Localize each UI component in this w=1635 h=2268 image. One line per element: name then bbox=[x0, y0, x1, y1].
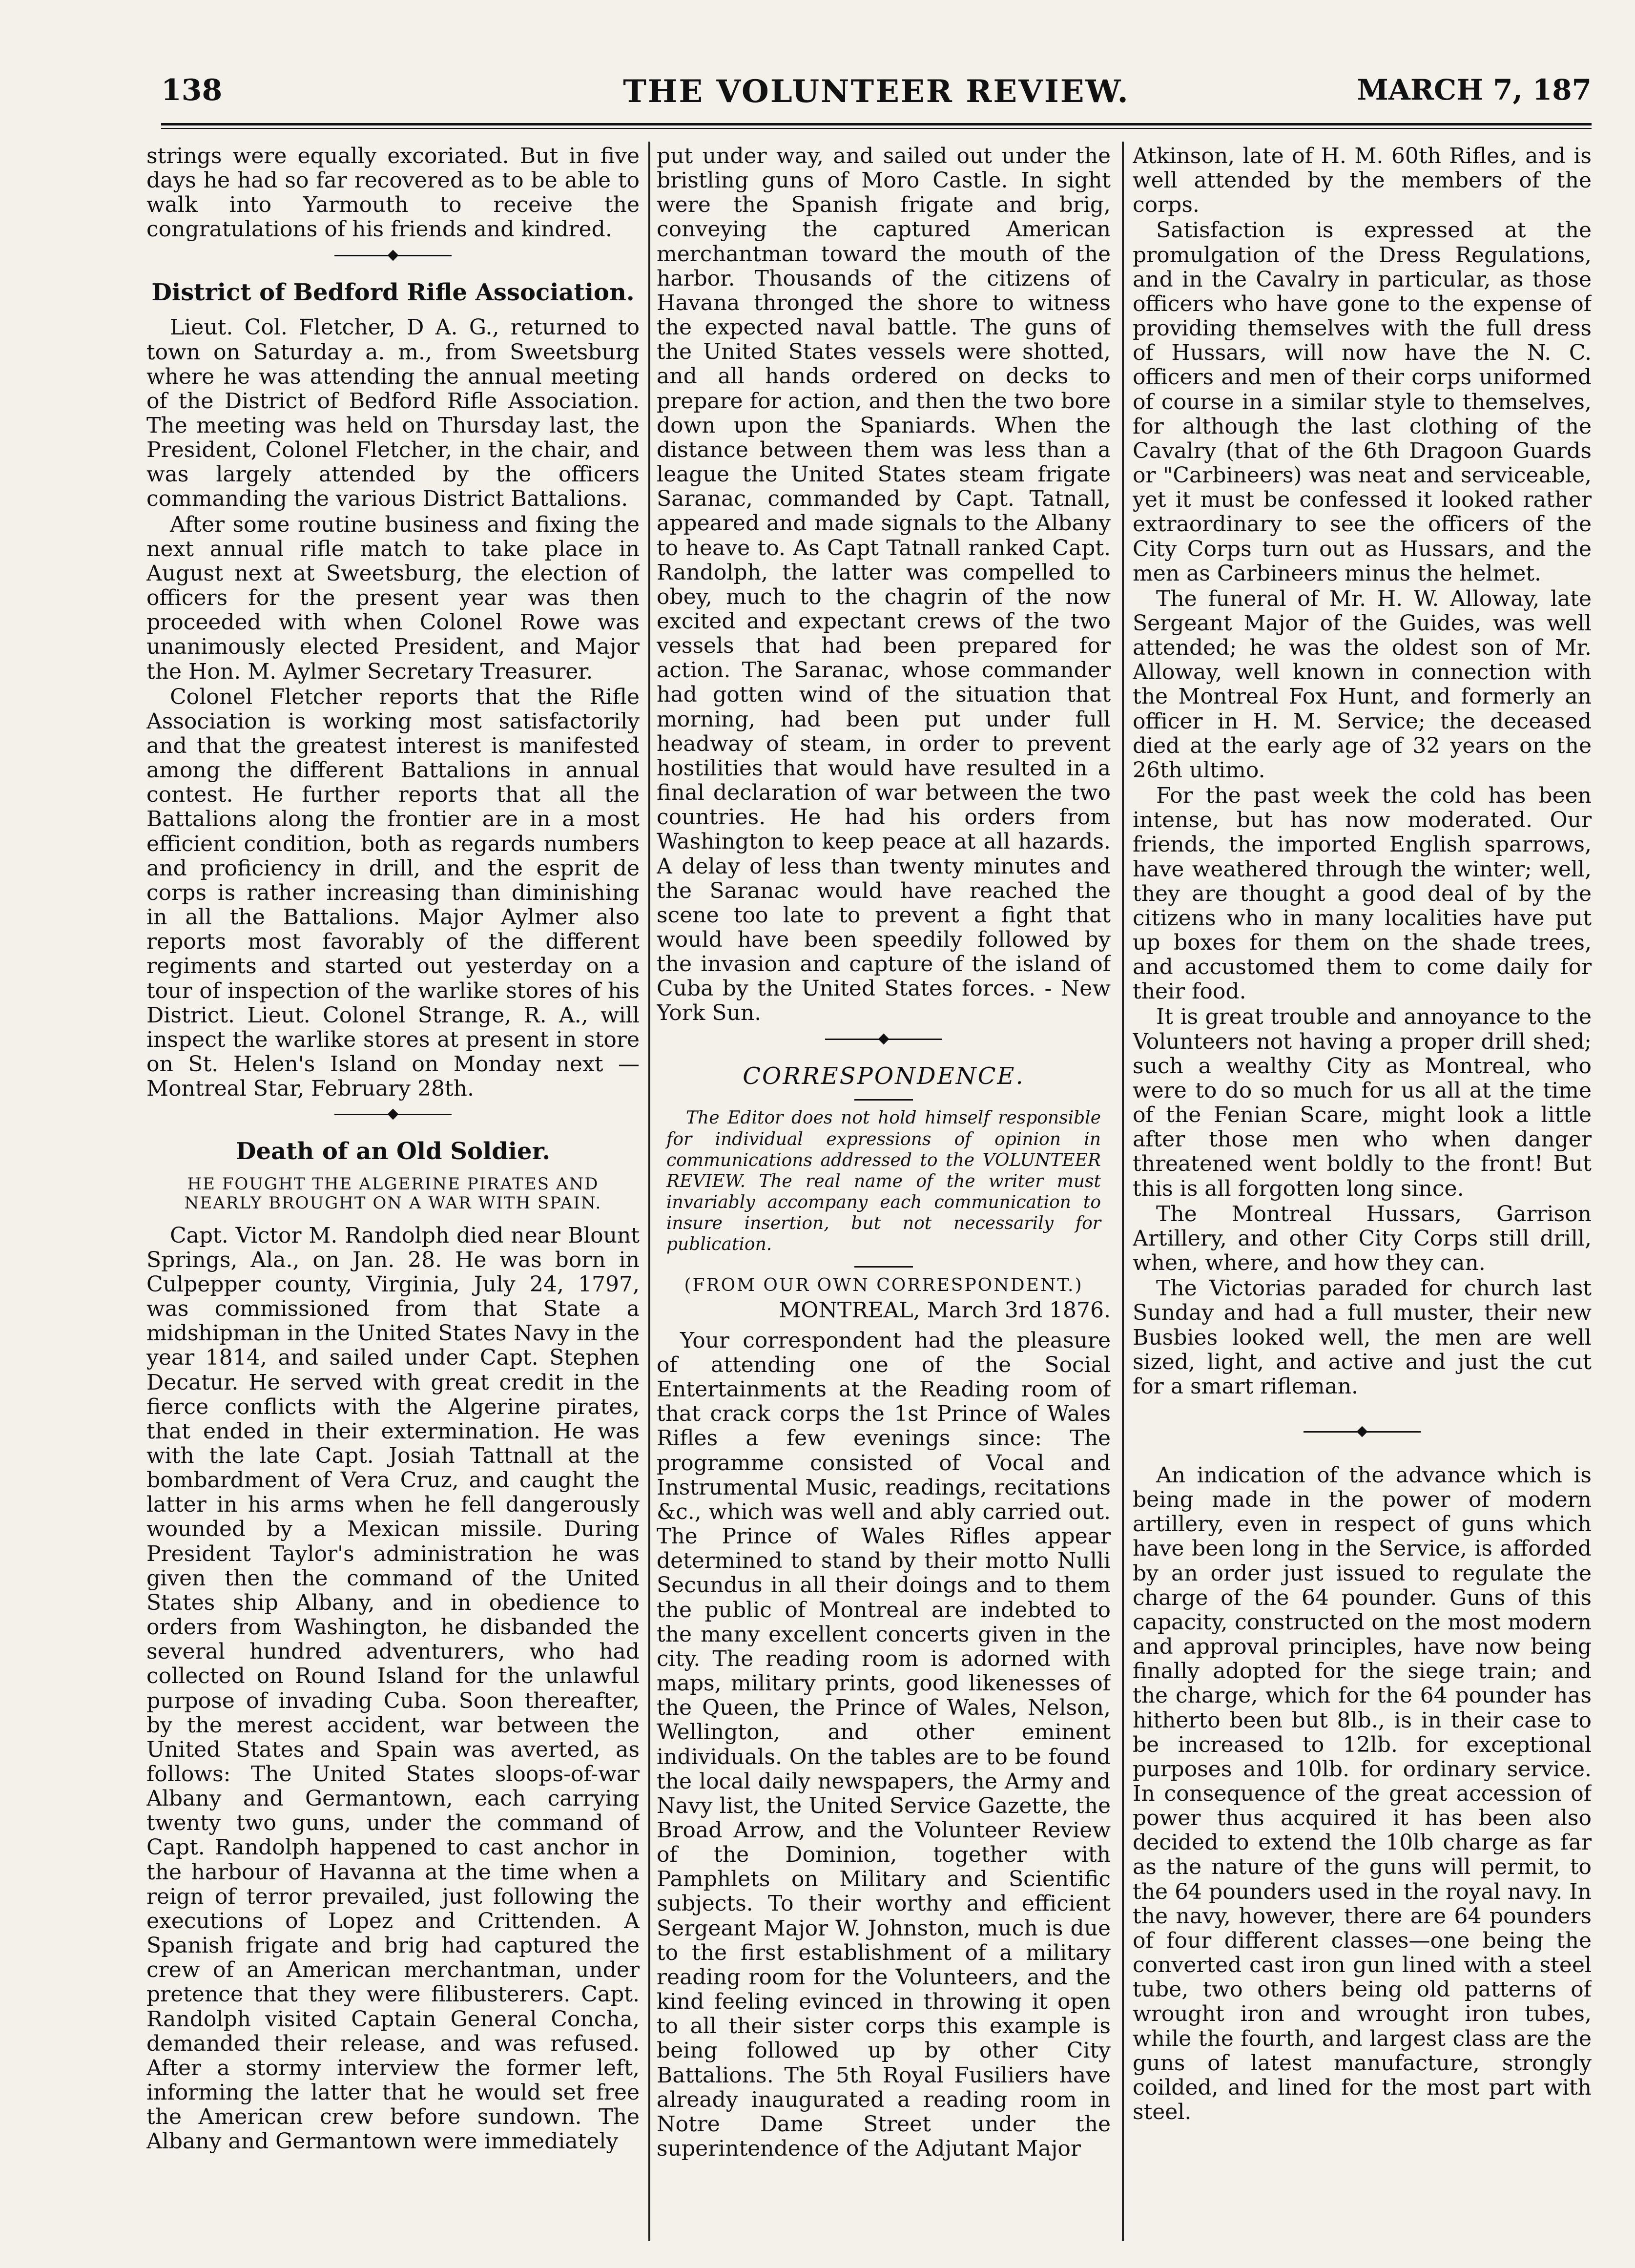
section-ornament bbox=[146, 243, 640, 268]
article-paragraph: Lieut. Col. Fletcher, D A. G., returned to town on Saturday a. m., from Sweetsburg where he was attending the annual meeting of the District of Bedford Rifle Association. The meeting was held on Thursday last, the President, Colonel Fletcher, in the chair, and was largely attended by the officers commanding the various District Battalions. bbox=[146, 315, 640, 512]
article-paragraph: The funeral of Mr. H. W. Alloway, late Sergeant Major of the Guides, was well attended; he was the oldest son of Mr. Alloway, well known in connection with the Montreal Fox Hunt, and formerly an officer in H. M. Service; the deceased died at the early age of 32 years on the 26th ultimo. bbox=[1133, 586, 1592, 783]
article-paragraph: For the past week the cold has been intense, but has now moderated. Our friends, the imported English sparrows, have weathered through the winter; well, they are thought a good deal of by the citizens who in many localities have put up boxes for them on the shade trees, and accustomed them to come daily for their food. bbox=[1133, 783, 1592, 1004]
article-paragraph: The Victorias paraded for church last Sunday and had a full muster, their new Busbies looked well, the men are well sized, light, and active and just the cut for a smart rifleman. bbox=[1133, 1276, 1592, 1399]
header-rule-thin bbox=[161, 128, 1592, 129]
dateline: MONTREAL, March 3rd 1876. bbox=[779, 1297, 1111, 1323]
article-paragraph: Colonel Fletcher reports that the Rifle Association is working most satisfactorily and that the greatest interest is manifested among the different Battalions in annual contest. He further reports that all the Battalions along the frontier are in a most efficient condition, both as regards numbers and proficiency in drill, and the esprit de corps is rather increasing than diminishing in all the Battalions. Major Aylmer also reports most favorably of the different regiments and started out yesterday on a tour of inspection of the warlike stores of his District. Lieut. Colonel Strange, R. A., will inspect the warlike stores at present in store on St. Helen's Island on Monday next —Montreal Star, February 28th. bbox=[146, 684, 640, 1102]
article-paragraph: An indication of the advance which is being made in the power of modern artillery, even in respect of guns which have been long in the Service, is afforded by an order just issued to regulate the charge of the 64 pounder. Guns of this capacity, constructed on the most modern and approval principles, have now being finally adopted for the siege train; and the charge, which for the 64 pounder has hitherto been but 8lb., is in their case to be increased to 12lb. for exceptional purposes and 10lb. for ordinary service. In consequence of the great accession of power thus acquired it has been also decided to extend the 10lb charge as far as the nature of the guns will permit, to the 64 pounders used in the royal navy. In the navy, however, there are 64 pounders of four different classes—one being the converted cast iron gun lined with a steel tube, two others being old patterns of wrought iron and wrought iron tubes, while the fourth, and largest class are the guns of latest manufacture, strongly coilded, and lined for the most part with steel. bbox=[1133, 1462, 1592, 2125]
page-header bbox=[161, 73, 1592, 122]
column-3 bbox=[1133, 144, 1592, 2229]
article-heading: Death of an Old Soldier. bbox=[235, 1138, 551, 1165]
section-ornament bbox=[1133, 1419, 1592, 1444]
article-subheading: HE FOUGHT THE ALGERINE PIRATES AND NEARLY BROUGHT ON A WAR WITH SPAIN. bbox=[184, 1174, 602, 1213]
column-divider bbox=[648, 142, 650, 2241]
section-ornament bbox=[146, 1102, 640, 1126]
column-2 bbox=[657, 144, 1111, 2229]
short-rule bbox=[854, 1266, 913, 1268]
article-paragraph: Your correspondent had the pleasure of attending one of the Social Entertainments at the Reading room of that crack corps the 1st Prince of Wales Rifles a few evenings since: The programme consisted of Vocal and Instrumental Music, readings, recitations &c., which was well and ably carried out. The Prince of Wales Rifles appear determined to stand by their motto Nulli Secundus in all their doings and to them the public of Montreal are indebted to the many excellent concerts given in the city. The reading room is adorned with maps, military prints, good likenesses of the Queen, the Prince of Wales, Nelson, Wellington, and other eminent individuals. On the tables are to be found the local daily newspapers, the Army and Navy list, the United Service Gazette, the Broad Arrow, and the Volunteer Review of the Dominion, together with Pamphlets on Military and Scientific subjects. To their worthy and efficient Sergeant Major W. Johnston, much is due to the first establishment of a military reading room for the Volunteers, and the kind feeling evinced in throwing it open to all their sister corps this example is being followed up by other City Battalions. The 5th Royal Fusiliers have already inaugurated a reading room in Notre Dame Street under the superintendence of the Adjutant Major bbox=[657, 1328, 1111, 2161]
column-divider bbox=[1122, 142, 1124, 2241]
section-ornament bbox=[657, 1027, 1111, 1051]
editor-note: The Editor does not hold himself responsible for individual expressions of opinion in communications addressed to the VOLUNTEER REVIEW. The real name of the writer must invariably accompany each communication to insure insertion, but not necessarily for publication. bbox=[666, 1108, 1101, 1255]
article-paragraph: Atkinson, late of H. M. 60th Rifles, and is well attended by the members of the corps. bbox=[1133, 144, 1592, 218]
short-rule bbox=[854, 1099, 913, 1101]
article-paragraph: strings were equally excoriated. But in five days he had so far recovered as to be able to walk into Yarmouth to receive the congratulations of his friends and kindred. bbox=[146, 144, 640, 242]
column-1 bbox=[146, 144, 640, 2229]
section-heading: CORRESPONDENCE. bbox=[743, 1062, 1025, 1090]
masthead-title: THE VOLUNTEER REVIEW. bbox=[623, 73, 1130, 110]
page-number: 138 bbox=[161, 73, 223, 107]
header-rule bbox=[161, 123, 1592, 125]
article-paragraph: It is great trouble and annoyance to the Volunteers not having a proper drill shed; such a wealthy City as Montreal, who were to do so much for us all at the time of the Fenian Scare, might look a little after those men who when danger threatened went boldly to the front! But this is all forgotten long since. bbox=[1133, 1004, 1592, 1201]
article-paragraph: Satisfaction is expressed at the promulgation of the Dress Regulations, and in the Cavalry in particular, as those officers who have gone to the expense of providing themselves with the full dress of Hussars, will now have the N. C. officers and men of their corps uniformed of course in a similar style to themselves, for although the last clothing of the Cavalry (that of the 6th Dragoon Guards or "Carbineers) was neat and serviceable, yet it must be confessed it looked rather extraordinary to see the officers of the City Corps turn out as Hussars, and the men as Carbineers minus the helmet. bbox=[1133, 218, 1592, 586]
article-paragraph: After some routine business and fixing the next annual rifle match to take place in August next at Sweetsburg, the election of officers for the present year was then proceeded with when Colonel Rowe was unanimously elected President, and Major the Hon. M. Aylmer Secretary Treasurer. bbox=[146, 512, 640, 684]
article-paragraph: The Montreal Hussars, Garrison Artillery, and other City Corps still drill, when, where, and how they can. bbox=[1133, 1201, 1592, 1276]
article-paragraph: put under way, and sailed out under the bristling guns of Moro Castle. In sight were the Spanish frigate and brig, conveying the captured American merchantman toward the mouth of the harbor. Thousands of the citizens of Havana thronged the shore to witness the expected naval battle. The guns of the United States vessels were shotted, and all hands ordered on decks to prepare for action, and then the two bore down upon the Spaniards. When the distance between them was less than a league the United States steam frigate Saranac, commanded by Capt. Tatnall, appeared and made signals to the Albany to heave to. As Capt Tatnall ranked Capt. Randolph, the latter was compelled to obey, much to the chagrin of the now excited and expectant crews of the two vessels that had been prepared for action. The Saranac, whose commander had gotten wind of the situation that morning, had been put under full headway of steam, in order to prevent hostilities that would have resulted in a final declaration of war between the two countries. He had his orders from Washington to keep peace at all hazards. A delay of less than twenty minutes and the Saranac would have reached the scene too late to prevent a fight that would have been speedily followed by the invasion and capture of the island of Cuba by the United States forces. - New York Sun. bbox=[657, 144, 1111, 1026]
correspondent-line: (FROM OUR OWN CORRESPONDENT.) bbox=[684, 1275, 1083, 1295]
article-paragraph: Capt. Victor M. Randolph died near Blount Springs, Ala., on Jan. 28. He was born in Culpepper county, Virginia, July 24, 1797, was commissioned from that State a midshipman in the United States Navy in the year 1814, and sailed under Capt. Stephen Decatur. He served with great credit in the fierce conflicts with the Algerine pirates, that ended in their extermination. He was with the late Capt. Josiah Tattnall at the bombardment of Vera Cruz, and caught the latter in his arms when he fell dangerously wounded by a Mexican missile. During President Taylor's administration he was given then the command of the United States ship Albany, and in obedience to orders from Washington, he disbanded the several hundred adventurers, who had collected on Round Island for the unlawful purpose of invading Cuba. Soon thereafter, by the merest accident, war between the United States and Spain was averted, as follows: The United States sloops-of-war Albany and Germantown, each carrying twenty two guns, under the command of Capt. Randolph happened to cast anchor in the harbour of Havanna at the time when a reign of terror prevailed, just following the executions of Lopez and Crittenden. A Spanish frigate and brig had captured the crew of an American merchantman, under pretence that they were filibusterers. Capt. Randolph visited Captain General Concha, demanded their release, and was refused. After a stormy interview the former left, informing the latter that he would set free the American crew before sundown. The Albany and Germantown were immediately bbox=[146, 1223, 640, 2154]
issue-date: MARCH 7, 187 bbox=[1357, 73, 1592, 106]
article-heading: District of Bedford Rifle Association. bbox=[151, 278, 635, 306]
